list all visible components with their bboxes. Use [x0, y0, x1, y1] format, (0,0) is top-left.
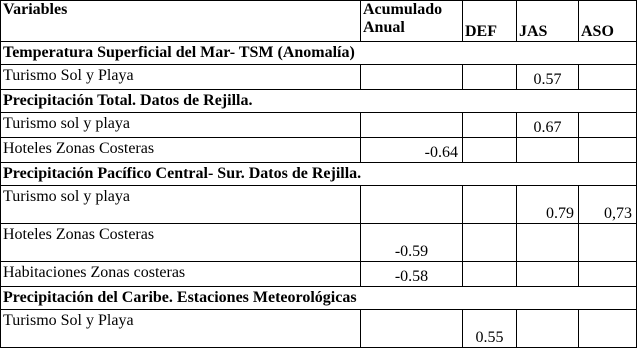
cell-def — [463, 186, 517, 224]
section-title: Precipitación Total. Datos de Rejilla. — [1, 90, 637, 113]
cell-acumulado — [361, 113, 463, 138]
cell-aso — [579, 65, 637, 90]
table-header-row — [1, 1, 637, 42]
header-aso: ASO — [579, 1, 637, 42]
table-row — [1, 65, 637, 90]
cell-acumulado: -0.58 — [361, 262, 463, 287]
row-label: Habitaciones Zonas costeras — [1, 262, 361, 287]
cell-def — [463, 138, 517, 163]
header-acumulado-anual — [361, 1, 463, 42]
cell-def — [463, 65, 517, 90]
cell-def — [463, 224, 517, 262]
cell-aso — [579, 224, 637, 262]
table-row — [1, 224, 637, 262]
cell-aso — [579, 138, 637, 163]
table-row — [1, 138, 637, 163]
table-row — [1, 186, 637, 224]
row-label: Hoteles Zonas Costeras — [1, 138, 361, 163]
section-heading-row — [1, 287, 637, 310]
cell-acumulado — [361, 186, 463, 224]
cell-jas: 0.67 — [517, 113, 579, 138]
section-title: Precipitación del Caribe. Estaciones Meteorológicas — [1, 287, 637, 310]
row-label: Turismo sol y playa — [1, 113, 361, 138]
cell-acumulado — [361, 310, 463, 348]
section-heading-row — [1, 90, 637, 113]
table-row — [1, 113, 637, 138]
section-title: Temperatura Superficial del Mar- TSM (Anomalía) — [1, 42, 637, 65]
cell-aso — [579, 310, 637, 348]
row-label: Turismo Sol y Playa — [1, 310, 361, 348]
cell-jas — [517, 310, 579, 348]
row-label: Hoteles Zonas Costeras — [1, 224, 361, 262]
table-row — [1, 262, 637, 287]
section-title: Precipitación Pacífico Central- Sur. Datos de Rejilla. — [1, 163, 637, 186]
section-heading-row — [1, 163, 637, 186]
cell-acumulado: -0.64 — [361, 138, 463, 163]
cell-jas — [517, 138, 579, 163]
header-variables: Variables — [1, 1, 361, 42]
cell-jas: 0.79 — [517, 186, 579, 224]
cell-aso: 0,73 — [579, 186, 637, 224]
table-row — [1, 310, 637, 348]
header-acumulado-line2: Anual — [363, 19, 405, 36]
cell-jas — [517, 224, 579, 262]
header-jas: JAS — [517, 1, 579, 42]
header-acumulado-line1: Acumulado — [363, 1, 443, 18]
section-heading-row — [1, 42, 637, 65]
cell-jas — [517, 262, 579, 287]
cell-acumulado — [361, 65, 463, 90]
row-label: Turismo Sol y Playa — [1, 65, 361, 90]
row-label: Turismo sol y playa — [1, 186, 361, 224]
cell-def — [463, 113, 517, 138]
cell-aso — [579, 113, 637, 138]
cell-jas: 0.57 — [517, 65, 579, 90]
cell-def: 0.55 — [463, 310, 517, 348]
cell-aso — [579, 262, 637, 287]
cell-acumulado: -0.59 — [361, 224, 463, 262]
header-def: DEF — [463, 1, 517, 42]
cell-def — [463, 262, 517, 287]
